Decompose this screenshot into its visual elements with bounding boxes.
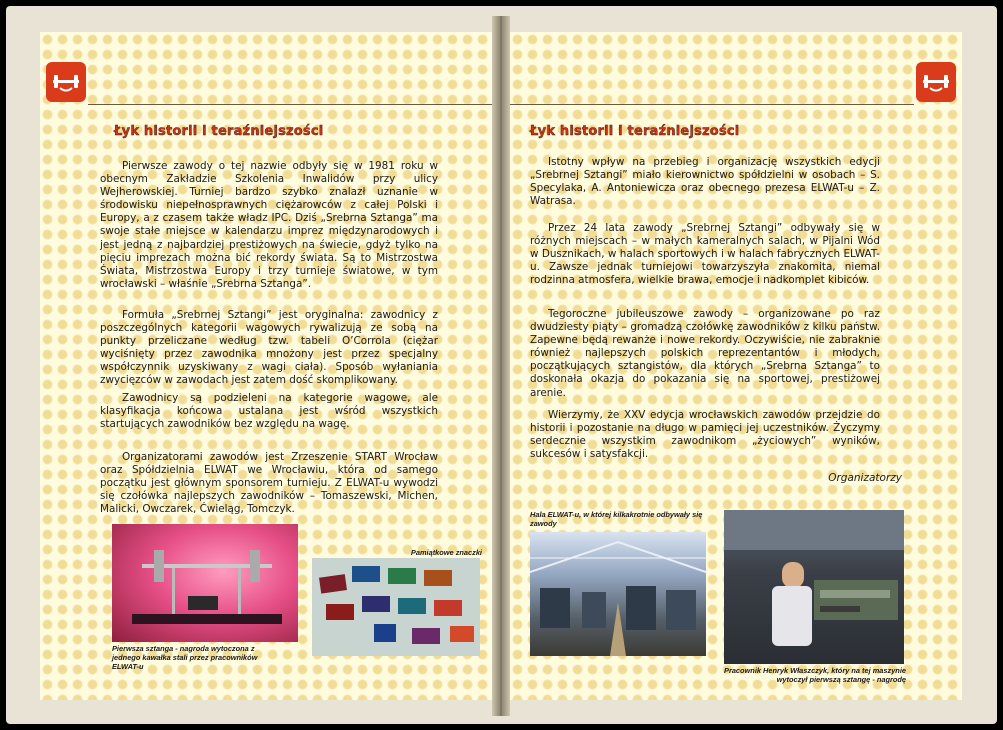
book-gutter [492,16,510,716]
barbell-logo-icon [46,62,86,102]
right-heading: Łyk historii i teraźniejszości [530,124,740,139]
caption-factory-hall: Hala ELWAT-u, w której kilkakrotnie odbywały się zawody [530,510,703,528]
header-rule [88,104,492,105]
left-paragraph-2: Formuła „Srebrnej Sztangi” jest oryginalna: zawodnicy z poszczególnych kategorii wagowych rywalizują ze sobą na punkty przeliczane według tzw. tabeli O’Corrola (ciężar wyciśnięty przez zawodnika mnożony jest przez specjalny współczynnik uzyskiwany z wagi ciała). Sposób wyłaniania zwycięzców w zawodach jest zatem dość skomplikowany. [100,309,438,387]
left-heading: Łyk historii i teraźniejszości [114,124,324,139]
left-paragraph-3: Zawodnicy są podzieleni na kategorie wagowe, ale klasyfikacja końcowa ustalana jest wśród wszystkich startujących zawodników bez względu na wagę. [100,392,438,431]
barbell-trophy-photo [112,524,298,642]
worker-at-machine-photo [724,510,904,664]
badges-photo [312,558,480,656]
right-paragraph-4: Wierzymy, że XXV edycja wrocławskich zawodów przejdzie do historii i pozostanie na długo w pamięci jej uczestników. Życzymy serdecznie wszystkim zawodnikom „życiowych” wyników, sukcesów i satysfakcji. [530,409,880,461]
right-paragraph-1: Istotny wpływ na przebieg i organizację wszystkich edycji „Srebrnej Sztangi” miało kierownictwo spółdzielni w osobach – S. Specylaka, A. Antoniewicza oraz obecnego prezesa ELWAT-u – Z. Watrasa. [530,156,880,208]
barbell-logo-icon [916,62,956,102]
left-paragraph-1: Pierwsze zawody o tej nazwie odbyły się w 1981 roku w obecnym Zakładzie Szkolenia Inwalidów przy ulicy Wejherowskiej. Turniej bardzo szybko znalazł uznanie w środowisku niepełnosprawnych ciężarowców z całej Polski i Europy, a z czasem także władz IPC. Dziś „Srebrna Sztanga” ma swoje stałe miejsce w kalendarzu imprez międzynarodowych i jest jedną z najbardziej prestiżowych na świecie, gdyż tylko na pięciu imprezach można bić rekordy świata. Są to Mistrzostwa Świata, Mistrzostwa Europy i trzy turnieje światowe, w tym wrocławski – właśnie „Srebrna Sztanga”. [100,160,438,290]
caption-worker: Pracownik Henryk Właszczyk, który na tej maszynie wytoczył pierwszą sztangę - nagrodę [724,666,906,684]
caption-badges: Pamiątkowe znaczki [410,548,482,557]
factory-hall-photo [530,532,706,656]
right-paragraph-2: Przez 24 lata zawody „Srebrnej Sztangi” odbywały się w różnych miejscach – w małych kameralnych salach, w Pijalni Wód w Dusznikach, w halach sportowych i w halach fabrycznych ELWAT-u. Zawsze jednak turniejowi towarzyszyła znakomita, niemal rodzinna atmosfera, wielkie brawa, emocje i nadkomplet kibiców. [530,222,880,287]
header-rule [510,104,914,105]
left-page [40,32,492,700]
right-paragraph-3: Tegoroczne jubileuszowe zawody – organizowane po raz dwudziesty piąty – gromadzą czołówkę zawodników z kilku państw. Zapewne będą rewanże i nowe rekordy. Oczywiście, nie zabraknie również najlepszych polskich reprezentantów i młodych, początkujących sztangistów, dla których „Srebrna Sztanga” to doskonała okazja do pokazania się na sportowej, prestiżowej arenie. [530,308,880,399]
left-paragraph-4: Organizatorami zawodów jest Zrzeszenie START Wrocław oraz Spółdzielnia ELWAT we Wrocławiu, która od samego początku jest głównym sponsorem turnieju. Z ELWAT-u wywodzi się czołówka najlepszych zawodników – Tomaszewski, Michen, Malicki, Owczarek, Ćwieląg, Tomczyk. [100,451,438,516]
right-page [510,32,962,700]
book-spread [6,6,997,724]
caption-barbell-trophy: Pierwsza sztanga - nagroda wytoczona z jednego kawałka stali przez pracowników ELWAT-u [112,644,258,671]
signature: Organizatorzy [828,472,902,484]
